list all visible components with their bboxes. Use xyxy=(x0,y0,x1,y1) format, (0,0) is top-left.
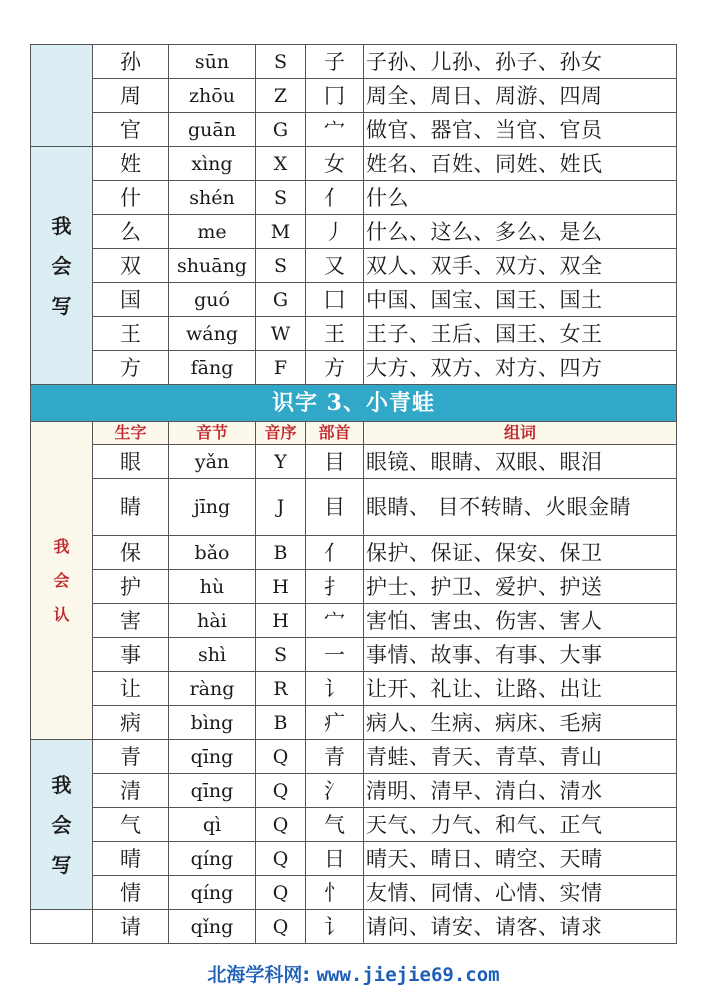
cell-radical: 讠 xyxy=(306,672,364,706)
blank-cell xyxy=(31,910,93,944)
cell-initial: H xyxy=(256,604,306,638)
cell-initial: M xyxy=(256,215,306,249)
cell-words: 事情、故事、有事、大事 xyxy=(364,638,677,672)
cell-pinyin: qǐng xyxy=(169,910,256,944)
cell-words: 什么、这么、多么、是么 xyxy=(364,215,677,249)
table-row xyxy=(31,740,677,774)
group-label-char: 认 xyxy=(53,604,70,624)
table-row xyxy=(31,774,677,808)
cell-radical: 疒 xyxy=(306,706,364,740)
cell-words: 友情、同情、心情、实情 xyxy=(364,876,677,910)
cell-pinyin: qì xyxy=(169,808,256,842)
cell-initial: F xyxy=(256,351,306,385)
column-header: 音序 xyxy=(256,422,306,445)
cell-pinyin: shuāng xyxy=(169,249,256,283)
cell-initial: B xyxy=(256,536,306,570)
cell-char: 事 xyxy=(93,638,169,672)
group-label xyxy=(31,147,93,385)
cell-char: 让 xyxy=(93,672,169,706)
table-row xyxy=(31,215,677,249)
group-label xyxy=(31,422,93,740)
cell-initial: G xyxy=(256,113,306,147)
table-row xyxy=(31,672,677,706)
column-header: 部首 xyxy=(306,422,364,445)
group-label-char: 会 xyxy=(51,253,72,278)
cell-char: 官 xyxy=(93,113,169,147)
group-label-char: 我 xyxy=(51,772,72,797)
table-row xyxy=(31,351,677,385)
cell-radical: 宀 xyxy=(306,113,364,147)
cell-radical: 王 xyxy=(306,317,364,351)
cell-initial: Q xyxy=(256,808,306,842)
table-row xyxy=(31,638,677,672)
cell-radical: 氵 xyxy=(306,774,364,808)
table-row xyxy=(31,536,677,570)
cell-words: 做官、器官、当官、官员 xyxy=(364,113,677,147)
table-row xyxy=(31,706,677,740)
cell-pinyin: jīng xyxy=(169,479,256,536)
cell-char: 清 xyxy=(93,774,169,808)
cell-char: 双 xyxy=(93,249,169,283)
cell-pinyin: hài xyxy=(169,604,256,638)
cell-char: 病 xyxy=(93,706,169,740)
cell-initial: J xyxy=(256,479,306,536)
table-row xyxy=(31,113,677,147)
table-row xyxy=(31,283,677,317)
cell-words: 什么 xyxy=(364,181,677,215)
cell-pinyin: me xyxy=(169,215,256,249)
cell-words: 青蛙、青天、青草、青山 xyxy=(364,740,677,774)
cell-char: 请 xyxy=(93,910,169,944)
table-row xyxy=(31,570,677,604)
lesson-title-row xyxy=(31,385,677,422)
header-row xyxy=(31,422,677,445)
cell-words: 中国、国宝、国王、国土 xyxy=(364,283,677,317)
table-row xyxy=(31,808,677,842)
cell-radical: 目 xyxy=(306,445,364,479)
table-row xyxy=(31,910,677,944)
table-row xyxy=(31,479,677,536)
group-label-char: 会 xyxy=(51,812,72,837)
cell-pinyin: qíng xyxy=(169,842,256,876)
cell-words: 姓名、百姓、同姓、姓氏 xyxy=(364,147,677,181)
cell-radical: 一 xyxy=(306,638,364,672)
cell-pinyin: qíng xyxy=(169,876,256,910)
table-row xyxy=(31,445,677,479)
cell-words: 病人、生病、病床、毛病 xyxy=(364,706,677,740)
cell-words: 清明、清早、清白、清水 xyxy=(364,774,677,808)
table-row xyxy=(31,317,677,351)
cell-pinyin: sūn xyxy=(169,45,256,79)
footer-site: 北海学科网: xyxy=(207,964,310,986)
group-label-char: 我 xyxy=(51,213,72,238)
cell-radical: 日 xyxy=(306,842,364,876)
cell-initial: Z xyxy=(256,79,306,113)
cell-words: 让开、礼让、让路、出让 xyxy=(364,672,677,706)
group-label-char: 会 xyxy=(53,570,70,590)
cell-char: 王 xyxy=(93,317,169,351)
group-label-char: 我 xyxy=(53,536,70,556)
table-row xyxy=(31,147,677,181)
cell-initial: S xyxy=(256,181,306,215)
group-label-char: 写 xyxy=(51,293,72,318)
cell-radical: 目 xyxy=(306,479,364,536)
cell-initial: Q xyxy=(256,740,306,774)
cell-initial: S xyxy=(256,638,306,672)
cell-words: 眼镜、眼睛、双眼、眼泪 xyxy=(364,445,677,479)
footer xyxy=(0,960,707,987)
cell-char: 睛 xyxy=(93,479,169,536)
cell-pinyin: shì xyxy=(169,638,256,672)
cell-radical: 子 xyxy=(306,45,364,79)
table-row xyxy=(31,45,677,79)
cell-char: 气 xyxy=(93,808,169,842)
cell-char: 保 xyxy=(93,536,169,570)
cell-initial: X xyxy=(256,147,306,181)
column-header: 生字 xyxy=(93,422,169,445)
cell-char: 情 xyxy=(93,876,169,910)
cell-initial: W xyxy=(256,317,306,351)
cell-pinyin: hù xyxy=(169,570,256,604)
table-row xyxy=(31,604,677,638)
cell-pinyin: yǎn xyxy=(169,445,256,479)
group-label-cont xyxy=(31,45,93,147)
cell-words: 大方、双方、对方、四方 xyxy=(364,351,677,385)
cell-words: 天气、力气、和气、正气 xyxy=(364,808,677,842)
cell-initial: Q xyxy=(256,910,306,944)
group-label-char: 写 xyxy=(51,852,72,877)
cell-pinyin: xìng xyxy=(169,147,256,181)
cell-words: 眼睛、 目不转睛、火眼金睛 xyxy=(364,479,677,536)
cell-char: 方 xyxy=(93,351,169,385)
cell-initial: B xyxy=(256,706,306,740)
cell-initial: Q xyxy=(256,842,306,876)
column-header: 组词 xyxy=(364,422,677,445)
cell-words: 害怕、害虫、伤害、害人 xyxy=(364,604,677,638)
group-label xyxy=(31,740,93,910)
cell-char: 周 xyxy=(93,79,169,113)
cell-pinyin: qīng xyxy=(169,740,256,774)
cell-radical: 女 xyxy=(306,147,364,181)
column-header: 音节 xyxy=(169,422,256,445)
table-row xyxy=(31,842,677,876)
cell-pinyin: guó xyxy=(169,283,256,317)
cell-char: 么 xyxy=(93,215,169,249)
cell-char: 国 xyxy=(93,283,169,317)
cell-pinyin: ràng xyxy=(169,672,256,706)
cell-char: 姓 xyxy=(93,147,169,181)
cell-words: 晴天、晴日、晴空、天晴 xyxy=(364,842,677,876)
cell-radical: 宀 xyxy=(306,604,364,638)
vocab-table-sheet xyxy=(30,44,676,944)
cell-pinyin: qīng xyxy=(169,774,256,808)
cell-words: 周全、周日、周游、四周 xyxy=(364,79,677,113)
cell-radical: 方 xyxy=(306,351,364,385)
cell-initial: H xyxy=(256,570,306,604)
cell-radical: 气 xyxy=(306,808,364,842)
cell-words: 保护、保证、保安、保卫 xyxy=(364,536,677,570)
cell-char: 孙 xyxy=(93,45,169,79)
cell-radical: 扌 xyxy=(306,570,364,604)
cell-radical: 青 xyxy=(306,740,364,774)
cell-radical: 忄 xyxy=(306,876,364,910)
cell-pinyin: fāng xyxy=(169,351,256,385)
cell-pinyin: zhōu xyxy=(169,79,256,113)
cell-initial: Q xyxy=(256,774,306,808)
footer-url[interactable]: www.jiejie69.com xyxy=(316,964,500,986)
table-row xyxy=(31,876,677,910)
cell-words: 双人、双手、双方、双全 xyxy=(364,249,677,283)
cell-pinyin: bǎo xyxy=(169,536,256,570)
cell-words: 子孙、儿孙、孙子、孙女 xyxy=(364,45,677,79)
cell-radical: 亻 xyxy=(306,181,364,215)
table-row xyxy=(31,249,677,283)
table-row xyxy=(31,79,677,113)
cell-char: 什 xyxy=(93,181,169,215)
cell-char: 眼 xyxy=(93,445,169,479)
cell-initial: R xyxy=(256,672,306,706)
cell-radical: 又 xyxy=(306,249,364,283)
cell-initial: Q xyxy=(256,876,306,910)
lesson-title: 识字 3、小青蛙 xyxy=(31,385,677,422)
cell-char: 晴 xyxy=(93,842,169,876)
cell-radical: 亻 xyxy=(306,536,364,570)
cell-pinyin: bìng xyxy=(169,706,256,740)
cell-words: 请问、请安、请客、请求 xyxy=(364,910,677,944)
cell-char: 青 xyxy=(93,740,169,774)
cell-radical: 丿 xyxy=(306,215,364,249)
cell-pinyin: wáng xyxy=(169,317,256,351)
cell-initial: Y xyxy=(256,445,306,479)
cell-initial: S xyxy=(256,45,306,79)
cell-radical: 冂 xyxy=(306,79,364,113)
cell-initial: S xyxy=(256,249,306,283)
vocab-table xyxy=(30,44,677,944)
cell-pinyin: guān xyxy=(169,113,256,147)
table-row xyxy=(31,181,677,215)
cell-radical: 讠 xyxy=(306,910,364,944)
cell-words: 护士、护卫、爱护、护送 xyxy=(364,570,677,604)
cell-radical: 囗 xyxy=(306,283,364,317)
cell-char: 护 xyxy=(93,570,169,604)
cell-pinyin: shén xyxy=(169,181,256,215)
cell-words: 王子、王后、国王、女王 xyxy=(364,317,677,351)
cell-initial: G xyxy=(256,283,306,317)
cell-char: 害 xyxy=(93,604,169,638)
